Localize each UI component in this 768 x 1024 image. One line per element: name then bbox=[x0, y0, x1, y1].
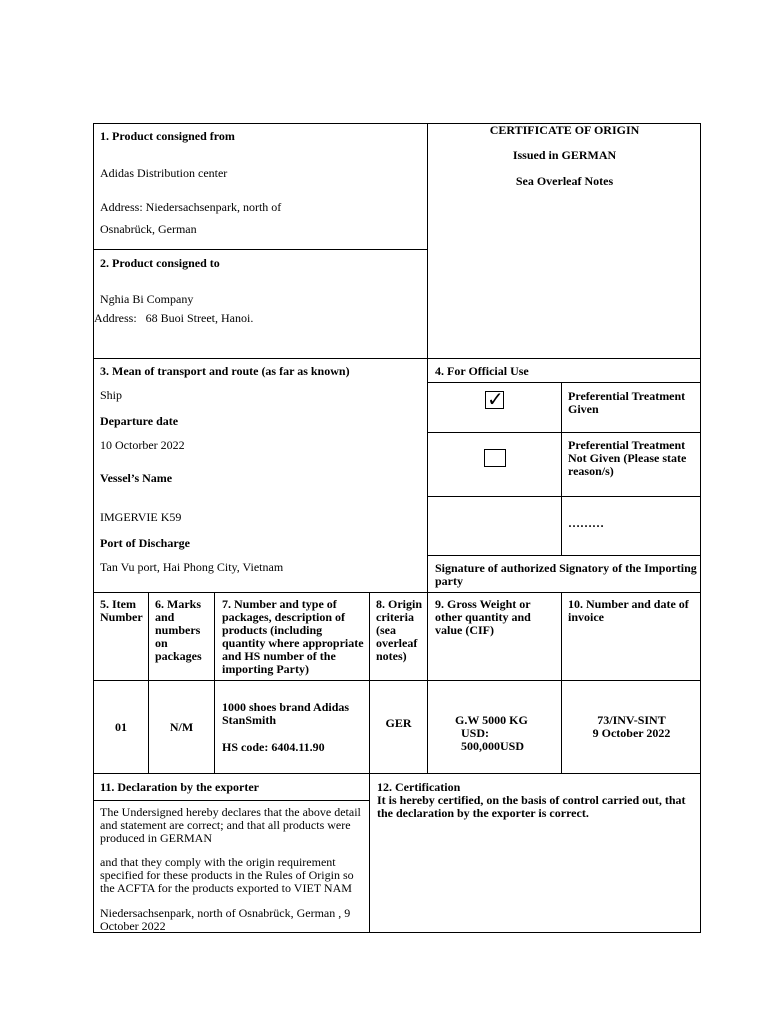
usd-label: USD: bbox=[461, 726, 490, 740]
port-label: Port of Discharge bbox=[100, 536, 190, 550]
importing-signatory: Signature of authorized Signatory of the Importing party bbox=[435, 561, 697, 588]
box3-heading: 3. Mean of transport and route (as far as known) bbox=[100, 364, 350, 378]
marks-value: N/M bbox=[169, 720, 194, 734]
treatment-not-given-label: Preferential Treatment Not Given (Please state reason/s) bbox=[568, 438, 687, 478]
consignee-name: Nghia Bi Company bbox=[100, 292, 194, 306]
port-of-discharge: Tan Vu port, Hai Phong City, Vietnam bbox=[100, 560, 284, 574]
origin-value: GER bbox=[385, 716, 412, 730]
col-origin-criteria: 8. Origin criteria (sea overleaf notes) bbox=[376, 597, 423, 663]
col-gross-weight: 9. Gross Weight or other quantity and value (CIF) bbox=[435, 597, 531, 637]
overleaf-notes: Sea Overleaf Notes bbox=[515, 174, 614, 188]
declaration-place-date: Niedersachsenpark, north of Osnabrück, German , 9 October 2022 bbox=[100, 906, 351, 933]
check-mark-icon: ✓ bbox=[487, 387, 504, 411]
consignee-address: Address: 68 Buoi Street, Hanoi. bbox=[94, 311, 254, 325]
box11-heading: 11. Declaration by the exporter bbox=[100, 780, 259, 794]
declaration-paragraph-2: and that they comply with the origin requirement specified for these products in the Rules of Origin so the ACFTA for the products exported to VIET NAM bbox=[100, 855, 354, 895]
usd-value: 500,000USD bbox=[461, 739, 525, 753]
vessel-label: Vessel’s Name bbox=[100, 471, 173, 485]
consignor-address-line1: Address: Niedersachsenpark, north of bbox=[100, 200, 282, 214]
reason-dots: ……… bbox=[568, 516, 604, 530]
departure-label: Departure date bbox=[100, 414, 179, 428]
gross-weight: G.W 5000 KG bbox=[455, 713, 528, 727]
transport-mode: Ship bbox=[100, 388, 123, 402]
issued-in: Issued in GERMAN bbox=[512, 148, 617, 162]
departure-date: 10 Octorber 2022 bbox=[100, 438, 185, 452]
declaration-paragraph-1: The Undersigned hereby declares that the above detail and statement are correct; and that all products were produced in GERMAN bbox=[100, 805, 361, 845]
col-item-number: 5. Item Number bbox=[100, 597, 143, 624]
col-invoice: 10. Number and date of invoice bbox=[568, 597, 689, 624]
goods-description: 1000 shoes brand Adidas StanSmith bbox=[222, 700, 350, 727]
vessel-name: IMGERVIE K59 bbox=[100, 510, 182, 524]
col-marks: 6. Marks and numbers on packages bbox=[155, 597, 202, 663]
consignor-address-line2: Osnabrück, German bbox=[100, 222, 197, 236]
box4-heading: 4. For Official Use bbox=[435, 364, 529, 378]
item-number: 01 bbox=[115, 720, 127, 734]
invoice-date: 9 October 2022 bbox=[592, 726, 671, 740]
box12-heading: 12. Certification bbox=[377, 780, 461, 794]
checkbox-treatment-not-given[interactable] bbox=[484, 449, 506, 467]
invoice-number: 73/INV-SINT bbox=[597, 713, 666, 727]
hs-code: HS code: 6404.11.90 bbox=[222, 740, 325, 754]
consignor-name: Adidas Distribution center bbox=[100, 166, 228, 180]
col-description: 7. Number and type of packages, description of products (including quantity where appropriate and HS number of the importing Party) bbox=[222, 597, 364, 676]
box2-heading: 2. Product consigned to bbox=[100, 256, 220, 270]
box1-heading: 1. Product consigned from bbox=[100, 129, 235, 143]
treatment-given-label: Preferential Treatment Given bbox=[568, 389, 686, 416]
certification-text: It is hereby certified, on the basis of control carried out, that the declaration by the exporter is correct. bbox=[377, 793, 686, 820]
certificate-title: CERTIFICATE OF ORIGIN bbox=[489, 123, 640, 137]
